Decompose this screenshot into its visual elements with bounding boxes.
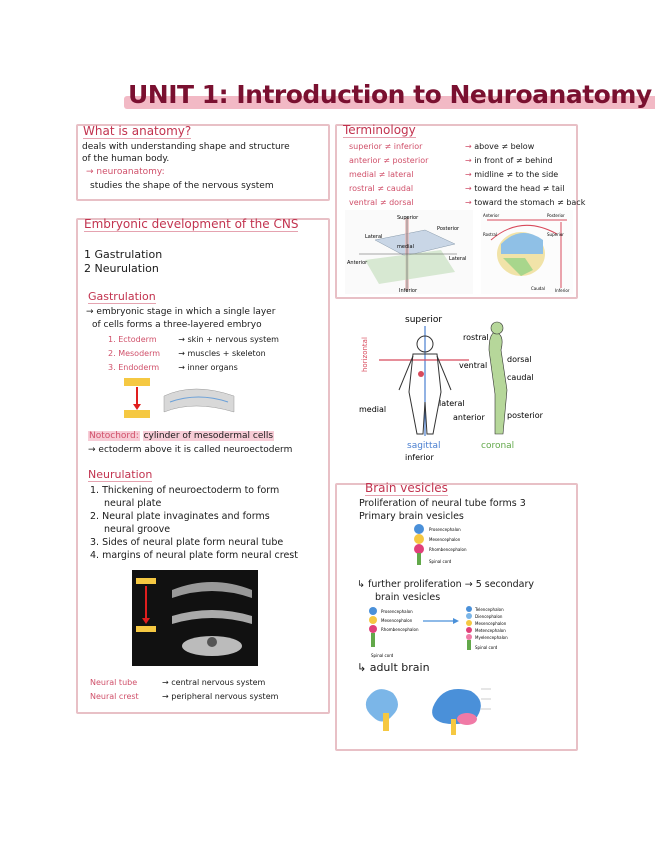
brain-vesicles-box xyxy=(335,483,578,751)
embryonic-box xyxy=(76,218,330,714)
page-title: UNIT 1: Introduction to Neuroanatomy xyxy=(128,80,652,109)
skull-anterior: Anterior xyxy=(483,213,500,218)
skull-directions-figure xyxy=(481,210,573,294)
term-row: ventral ≠ dorsal → toward the stomach ≠ back xyxy=(349,198,586,207)
neuroanatomy-definition: studies the shape of the nervous system xyxy=(90,181,274,191)
label-lateral: lateral xyxy=(439,399,465,408)
term-row: rostral ≠ caudal → toward the head ≠ tail xyxy=(349,184,565,193)
secondary-vesicles-diagram xyxy=(365,605,545,661)
cube-anterior: Anterior xyxy=(347,260,368,266)
step-item: neural groove xyxy=(104,524,171,535)
term-row: medial ≠ lateral → midline ≠ to the side xyxy=(349,170,559,179)
primary-vesicles-diagram xyxy=(411,523,491,567)
cube-lateral-right: Lateral xyxy=(449,256,467,262)
secondary-vesicle-label: Diencephalon xyxy=(475,614,503,619)
outcome-row: Neural crest → peripheral nervous system xyxy=(90,692,279,701)
primary-vesicle-label: Rhombencephalon xyxy=(429,547,467,552)
skull-inferior: Inferior xyxy=(555,288,570,293)
brain-vesicles-heading: Brain vesicles xyxy=(365,481,448,495)
cube-posterior: Posterior xyxy=(437,226,460,232)
list-item: 1 Gastrulation xyxy=(84,248,163,261)
term-row: anterior ≠ posterior → in front of ≠ behind xyxy=(349,156,553,165)
label-anterior: anterior xyxy=(453,413,485,422)
primary-vesicle-label: Mesencephalon xyxy=(381,618,413,623)
term-row: superior ≠ inferior → above ≠ below xyxy=(349,142,535,151)
cube-medial: medial xyxy=(397,244,414,250)
neurulation-steps xyxy=(90,484,298,562)
label-medial: medial xyxy=(359,405,387,414)
label-caudal: caudal xyxy=(507,373,534,382)
terminology-list xyxy=(349,140,585,210)
neurulation-outcomes xyxy=(90,676,278,704)
adult-brain-label: ↳ adult brain xyxy=(357,661,430,674)
anatomy-line2: of the human body. xyxy=(82,154,170,164)
neuroanatomy-label: → neuroanatomy: xyxy=(86,167,165,177)
skull-posterior: Posterior xyxy=(547,213,565,218)
gastrulation-line1: → embryonic stage in which a single layer xyxy=(86,307,276,317)
adult-brain-diagram xyxy=(363,679,493,737)
anatomy-box xyxy=(76,124,330,201)
skull-rostral: Rostral xyxy=(483,232,497,237)
embryonic-list xyxy=(84,248,162,276)
label-ventral: ventral xyxy=(459,361,488,370)
outcome-row: Neural tube → central nervous system xyxy=(90,678,266,687)
secondary-vesicle-label: Myelencephalon xyxy=(475,635,508,640)
skull-superior: Superior xyxy=(547,232,564,237)
further-line2: brain vesicles xyxy=(375,592,441,603)
primary-vesicle-label: Mesencephalon xyxy=(429,537,461,542)
primary-vesicle-label: Prosencephalon xyxy=(429,527,461,532)
label-inferior: inferior xyxy=(405,453,434,462)
vesicles-line1: Proliferation of neural tube forms 3 xyxy=(359,498,526,509)
body-directions-figure xyxy=(355,310,555,470)
secondary-vesicle-label: Telencephalon xyxy=(475,607,504,612)
germ-layers xyxy=(108,333,279,375)
label-dorsal: dorsal xyxy=(507,355,532,364)
secondary-vesicle-label: Spinal cord xyxy=(475,645,498,650)
terminology-heading: Terminology xyxy=(343,123,416,137)
gastrulation-heading: Gastrulation xyxy=(88,290,156,303)
secondary-vesicle-label: Metencephalon xyxy=(475,628,506,633)
secondary-vesicle-label: Mesencephalon xyxy=(475,621,507,626)
gastrulation-diagram xyxy=(124,378,244,418)
anatomy-line1: deals with understanding shape and structure xyxy=(82,142,290,152)
skull-caudal: Caudal xyxy=(531,286,545,291)
primary-vesicle-label: Spinal cord xyxy=(429,559,452,564)
step-item: 2. Neural plate invaginates and forms xyxy=(90,511,270,522)
neurulation-heading: Neurulation xyxy=(88,468,153,481)
label-horizontal: horizontal xyxy=(361,337,369,372)
terminology-box xyxy=(335,123,586,299)
cube-superior: Superior xyxy=(397,215,419,221)
step-item: 1. Thickening of neuroectoderm to form xyxy=(90,485,280,496)
cube-inferior: Inferior xyxy=(399,288,418,294)
primary-vesicle-label: Rhombencephalon xyxy=(381,627,419,632)
further-line1: ↳ further proliferation → 5 secondary xyxy=(357,579,534,590)
label-rostral: rostral xyxy=(463,333,489,342)
step-item: neural plate xyxy=(104,498,162,509)
gastrulation-line2: of cells forms a three-layered embryo xyxy=(92,320,262,330)
anatomy-heading: What is anatomy? xyxy=(83,124,192,138)
vesicles-line2: Primary brain vesicles xyxy=(359,511,464,522)
embryonic-heading: Embryonic development of the CNS xyxy=(84,217,299,231)
step-item: 4. margins of neural plate form neural crest xyxy=(90,550,298,561)
label-posterior: posterior xyxy=(507,411,543,420)
neurulation-image xyxy=(132,570,258,666)
primary-vesicle-label: Spinal cord xyxy=(371,653,394,658)
label-superior: superior xyxy=(405,315,443,325)
label-sagittal: sagittal xyxy=(407,441,441,451)
layer-row: 2. Mesoderm → muscles + skeleton xyxy=(108,349,266,358)
primary-vesicle-label: Prosencephalon xyxy=(381,609,413,614)
layer-row: 3. Endoderm → inner organs xyxy=(108,363,238,372)
notochord-line: Notochord: cylinder of mesodermal cells xyxy=(89,431,274,441)
list-item: 2 Neurulation xyxy=(84,262,159,275)
label-coronal: coronal xyxy=(481,441,515,451)
anatomical-planes-figure xyxy=(345,210,473,294)
cube-lateral-left: Lateral xyxy=(365,234,383,240)
step-item: 3. Sides of neural plate form neural tube xyxy=(90,537,284,548)
layer-row: 1. Ectoderm → skin + nervous system xyxy=(108,335,279,344)
notochord-line2: → ectoderm above it is called neuroectoderm xyxy=(88,445,293,455)
